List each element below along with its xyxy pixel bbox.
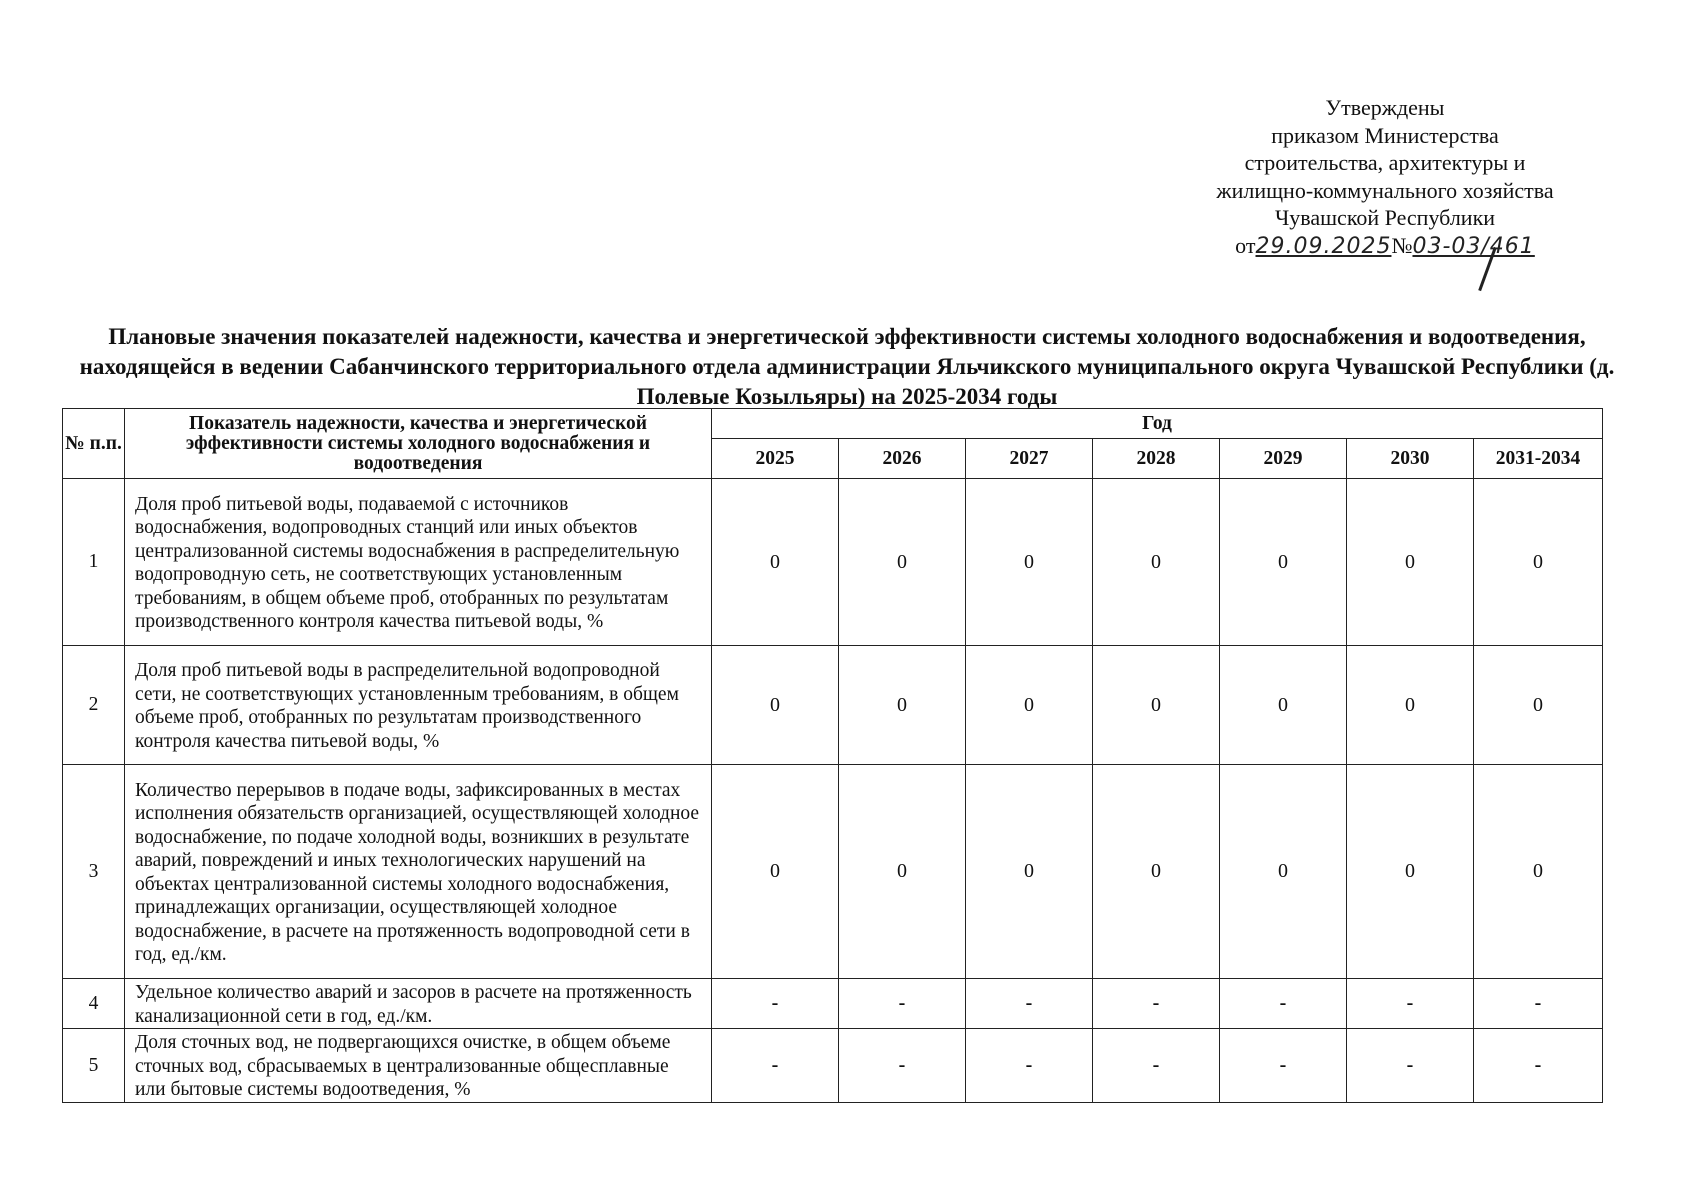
- row-value: 0: [712, 646, 839, 765]
- number-prefix: №: [1391, 232, 1413, 258]
- header-year: 2026: [839, 439, 966, 479]
- row-indicator: Доля сточных вод, не подвергающихся очистке, в общем объеме сточных вод, сбрасываемых в централизованные общесплавные или бытовые системы водоотведения, %: [125, 1029, 712, 1103]
- approval-line: приказом Министерства: [1271, 122, 1499, 148]
- approval-block: [1160, 94, 1610, 260]
- header-year: 2027: [966, 439, 1093, 479]
- row-value: 0: [1093, 479, 1220, 646]
- row-value: 0: [1093, 765, 1220, 979]
- handwritten-date: 29.09.2025: [1255, 233, 1392, 259]
- row-value: -: [966, 1029, 1093, 1103]
- header-year: 2030: [1347, 439, 1474, 479]
- header-year-group: Год: [712, 409, 1603, 439]
- table-row: [63, 646, 1603, 765]
- row-number: 5: [63, 1029, 125, 1103]
- approval-line: Чувашской Республики: [1274, 205, 1496, 230]
- handwritten-number: 03-03/461: [1412, 233, 1535, 259]
- header-row-1: [63, 409, 1603, 439]
- table-row: [63, 479, 1603, 646]
- row-value: -: [1474, 979, 1603, 1029]
- row-value: 0: [839, 479, 966, 646]
- row-indicator: Количество перерывов в подаче воды, зафиксированных в местах исполнения обязательств организацией, осуществляющей холодное водоснабжение, по подаче холодной воды, возникших в результате аварий, повреждений и иных технологических нарушений на объектах централизованной системы холодного водоснабжения, принадлежащих организации, осуществляющей холодное водоснабжение, в расчете на протяженность водопроводной сети в год, ед./км.: [125, 765, 712, 979]
- date-prefix: от: [1235, 232, 1256, 258]
- row-indicator: Доля проб питьевой воды в распределительной водопроводной сети, не соответствующих установленным требованиям, в общем объеме проб, отобранных по результатам производственного контроля качества питьевой воды, %: [125, 646, 712, 765]
- row-indicator: Доля проб питьевой воды, подаваемой с источников водоснабжения, водопроводных станций или иных объектов централизованной системы водоснабжения в распределительную водопроводную сеть, не соответствующих установленным требованиям, в общем объеме проб, отобранных по результатам производственного контроля качества питьевой воды, %: [125, 479, 712, 646]
- row-value: 0: [1347, 479, 1474, 646]
- row-indicator: Удельное количество аварий и засоров в расчете на протяженность канализационной сети в год, ед./км.: [125, 979, 712, 1029]
- row-value: 0: [712, 479, 839, 646]
- document-title: Плановые значения показателей надежности, качества и энергетической эффективности системы холодного водоснабжения и водоотведения, находящейся в ведении Сабанчинского территориального отдела администрации Яльчикского муниципального округа Чувашской Республики (д. Полевые Козыльяры) на 2025-2034 годы: [79, 324, 1615, 409]
- row-number: 3: [63, 765, 125, 979]
- header-year: 2031-2034: [1474, 439, 1603, 479]
- row-value: -: [1093, 1029, 1220, 1103]
- row-value: 0: [966, 479, 1093, 646]
- indicators-table: [62, 408, 1603, 1103]
- table-row: [63, 1029, 1603, 1103]
- row-value: -: [1093, 979, 1220, 1029]
- row-value: 0: [1220, 479, 1347, 646]
- row-value: 0: [1474, 765, 1603, 979]
- approval-line: Утверждены: [1325, 95, 1445, 120]
- row-value: 0: [1347, 646, 1474, 765]
- row-value: 0: [966, 765, 1093, 979]
- row-value: 0: [839, 765, 966, 979]
- row-value: -: [712, 1029, 839, 1103]
- row-value: 0: [1474, 646, 1603, 765]
- row-number: 2: [63, 646, 125, 765]
- approval-line: строительства, архитектуры и: [1244, 150, 1526, 175]
- row-value: 0: [1220, 765, 1347, 979]
- row-number: 4: [63, 979, 125, 1029]
- header-no: № п.п.: [63, 409, 125, 479]
- row-value: 0: [1474, 479, 1603, 646]
- row-value: -: [1220, 979, 1347, 1029]
- header-year: 2029: [1220, 439, 1347, 479]
- table-row: [63, 979, 1603, 1029]
- row-value: -: [1347, 1029, 1474, 1103]
- row-value: -: [1220, 1029, 1347, 1103]
- row-value: -: [839, 979, 966, 1029]
- row-value: 0: [712, 765, 839, 979]
- row-value: 0: [839, 646, 966, 765]
- row-value: -: [839, 1029, 966, 1103]
- row-value: 0: [1220, 646, 1347, 765]
- row-value: -: [1347, 979, 1474, 1029]
- row-value: 0: [1093, 646, 1220, 765]
- row-value: -: [1474, 1029, 1603, 1103]
- header-year: 2025: [712, 439, 839, 479]
- row-value: 0: [966, 646, 1093, 765]
- header-year: 2028: [1093, 439, 1220, 479]
- approval-line: жилищно-коммунального хозяйства: [1216, 177, 1554, 203]
- row-value: -: [712, 979, 839, 1029]
- approval-date-line: [1160, 232, 1610, 261]
- row-value: -: [966, 979, 1093, 1029]
- row-value: 0: [1347, 765, 1474, 979]
- table-row: [63, 765, 1603, 979]
- row-number: 1: [63, 479, 125, 646]
- header-indicator: Показатель надежности, качества и энергетической эффективности системы холодного водоснабжения и водоотведения: [125, 409, 712, 479]
